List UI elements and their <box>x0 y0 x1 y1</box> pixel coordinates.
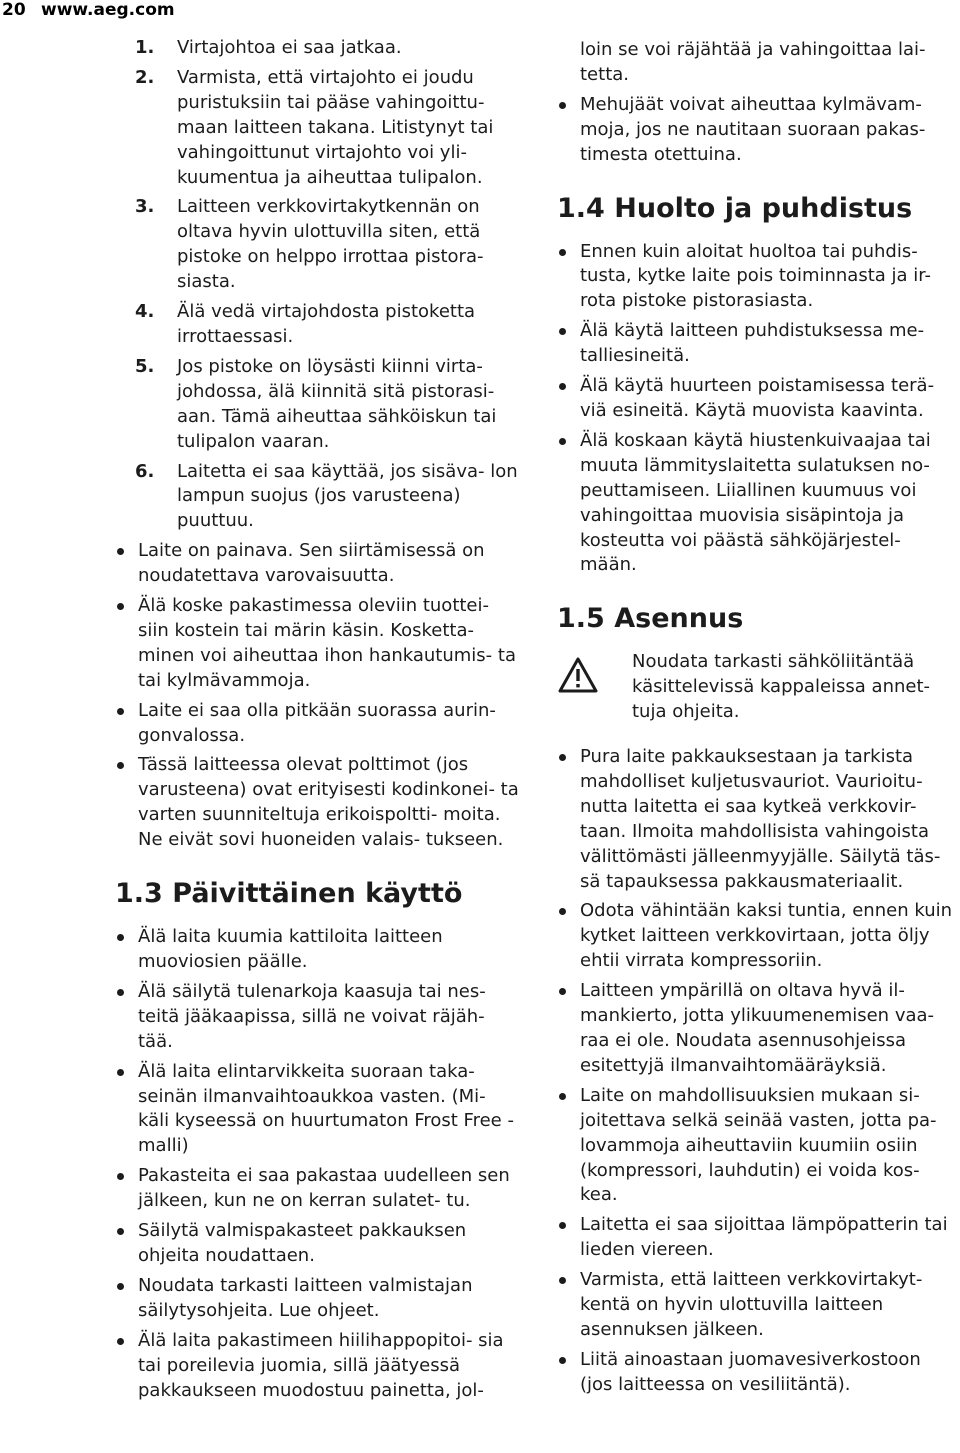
section-title: Huolto ja puhdistus <box>614 192 913 224</box>
bullet-item: Älä koskaan käytä hiustenkuivaajaa tai muuta lämmityslaitetta sulatuksen no- peuttamiseen. Liiallinen kuumuus voi vahingoittaa muovisia sisäpintoja ja kosteutta voi päästä sähköjärjestel- mään. <box>557 429 957 578</box>
warning-triangle-icon <box>557 656 599 694</box>
item-number: 6. <box>135 460 155 482</box>
bullet-item: Noudata tarkasti laitteen valmistajan säilytysohjeita. Lue ohjeet. <box>115 1274 520 1324</box>
item-text: Laitteen verkkovirtakytkennän on oltava hyvin ulottuvilla siten, että pistoke on helppo irrottaa pistora- siasta. <box>177 196 484 293</box>
item-number: 5. <box>135 355 155 377</box>
section-number: 1.4 <box>557 192 605 224</box>
bullet-item: Laite on mahdollisuuksien mukaan si- joitettava selkä seinää vasten, jotta pa- lovammoja aiheuttaviin kuumiin osiin (kompressori, lauhdutin) ei voida kos- kea. <box>557 1084 957 1209</box>
page-number: 20 <box>2 0 26 20</box>
left-column <box>115 36 520 1408</box>
bullet-item: Laite ei saa olla pitkään suorassa aurin- gonvalossa. <box>115 699 520 749</box>
numbered-item-4 <box>115 300 520 350</box>
bullet-item: Älä laita elintarvikkeita suoraan taka- seinän ilmanvaihtoaukkoa vasten. (Mi- käli kyseessä on huurtumaton Frost Free -malli) <box>115 1060 520 1160</box>
bullet-item: Varmista, että laitteen verkkovirtakyt- kentä on hyvin ulottuvilla laitteen asennuksen jälkeen. <box>557 1268 957 1343</box>
item-number: 1. <box>135 37 155 58</box>
bullet-item: Odota vähintään kaksi tuntia, ennen kuin kytket laitteen verkkovirtaan, jotta öljy ehtii virrata kompressoriin. <box>557 899 957 974</box>
bullet-item: Älä säilytä tulenarkoja kaasuja tai nes- teitä jääkaapissa, sillä ne voivat räjäh- tää. <box>115 980 520 1055</box>
bullet-item: Säilytä valmispakasteet pakkauksen ohjeita noudattaen. <box>115 1219 520 1269</box>
bullet-item: Tässä laitteessa olevat polttimot (jos varusteena) ovat erityisesti kodinkonei- ta varten suunniteltuja erikoispoltti- moita. Ne eivät sovi huoneiden valais- tukseen. <box>115 753 520 853</box>
numbered-item-2 <box>115 66 520 191</box>
item-text: Laitetta ei saa käyttää, jos sisäva- lon lampun suojus (jos varusteena) puuttuu. <box>177 460 518 532</box>
numbered-item-3 <box>115 195 520 295</box>
section-title: Päivittäinen käyttö <box>172 878 463 910</box>
section-heading-1-4 <box>557 192 957 226</box>
continued-paragraph: loin se voi räjähtää ja vahingoittaa lai- tetta. <box>580 39 926 85</box>
section-number: 1.5 <box>557 603 605 635</box>
bullet-item: Laite on painava. Sen siirtämisessä on noudatettava varovaisuutta. <box>115 539 520 589</box>
item-number: 3. <box>135 196 155 218</box>
bullet-item: Laitteen ympärillä on oltava hyvä il- mankierto, jotta ylikuumenemisen vaa- raa ei ole. Noudata asennusohjeissa esitettyjä ilmanvaihtomääräyksiä. <box>557 979 957 1079</box>
warning-text: Noudata tarkasti sähköliitäntää käsittelevissä kappaleissa annet- tuja ohjeita. <box>632 651 931 723</box>
bullet-item: Älä laita pakastimeen hiilihappopitoi- sia tai poreilevia juomia, sillä jäätyessä pakkaukseen muodostuu painetta, jol- <box>115 1329 520 1404</box>
numbered-item-1 <box>115 36 520 61</box>
item-text: Varmista, että virtajohto ei joudu puristuksiin tai pääse vahingoittu- maan laitteen takana. Litistynyt tai vahingoittunut virtajohto voi yli- kuumentua ja aiheuttaa tulipalon. <box>177 66 494 188</box>
bullet-item: Älä käytä huurteen poistamisessa terä- viä esineitä. Käytä muovista kaavinta. <box>557 374 957 424</box>
bullet-item: Pura laite pakkauksestaan ja tarkista mahdolliset kuljetusvauriot. Vaurioitu- nutta laitetta ei saa kytkeä verkkovir- taan. Ilmoita mahdollisista vahingoista välittömästi jälleenmyyjälle. Säilytä täs- sä tapauksessa pakkausmateriaalit. <box>557 745 957 894</box>
item-number: 4. <box>135 301 155 323</box>
section-heading-1-5 <box>557 602 957 636</box>
numbered-item-6 <box>115 460 520 535</box>
bullet-item: Ennen kuin aloitat huoltoa tai puhdis- tusta, kytke laite pois toiminnasta ja ir- rota pistoke pistorasiasta. <box>557 240 957 315</box>
section-heading-1-3 <box>115 877 520 911</box>
bullet-item: Laitetta ei saa sijoittaa lämpöpatterin tai lieden viereen. <box>557 1213 957 1263</box>
bullet-item: Älä koske pakastimessa oleviin tuottei- siin kostein tai märin käsin. Kosketta- minen voi aiheuttaa ihon hankautumis- ta tai kylmävammoja. <box>115 594 520 694</box>
bullet-item: Pakasteita ei saa pakastaa uudelleen sen jälkeen, kun ne on kerran sulatet- tu. <box>115 1164 520 1214</box>
section-number: 1.3 <box>115 878 163 910</box>
item-text: Virtajohtoa ei saa jatkaa. <box>177 37 402 58</box>
bullet-item: Liitä ainoastaan juomavesiverkostoon (jos laitteessa on vesiliitäntä). <box>557 1348 957 1398</box>
item-text: Älä vedä virtajohdosta pistoketta irrottaessasi. <box>177 301 476 347</box>
item-text: Jos pistoke on löysästi kiinni virta- johdossa, älä kiinnitä sitä pistorasi- aan. Tämä aiheuttaa sähköiskun tai tulipalon vaaran. <box>177 355 497 452</box>
warning-note <box>557 650 957 725</box>
site-url: www.aeg.com <box>41 0 175 20</box>
bullet-item: Mehujäät voivat aiheuttaa kylmävam- moja, jos ne nautitaan suoraan pakas- timesta otettuina. <box>557 93 957 168</box>
section-title: Asennus <box>614 603 744 635</box>
right-column <box>557 38 957 1403</box>
bullet-item: Älä laita kuumia kattiloita laitteen muoviosien päälle. <box>115 925 520 975</box>
item-number: 2. <box>135 66 155 88</box>
numbered-item-5 <box>115 355 520 455</box>
bullet-item: Älä käytä laitteen puhdistuksessa me- talliesineitä. <box>557 319 957 369</box>
